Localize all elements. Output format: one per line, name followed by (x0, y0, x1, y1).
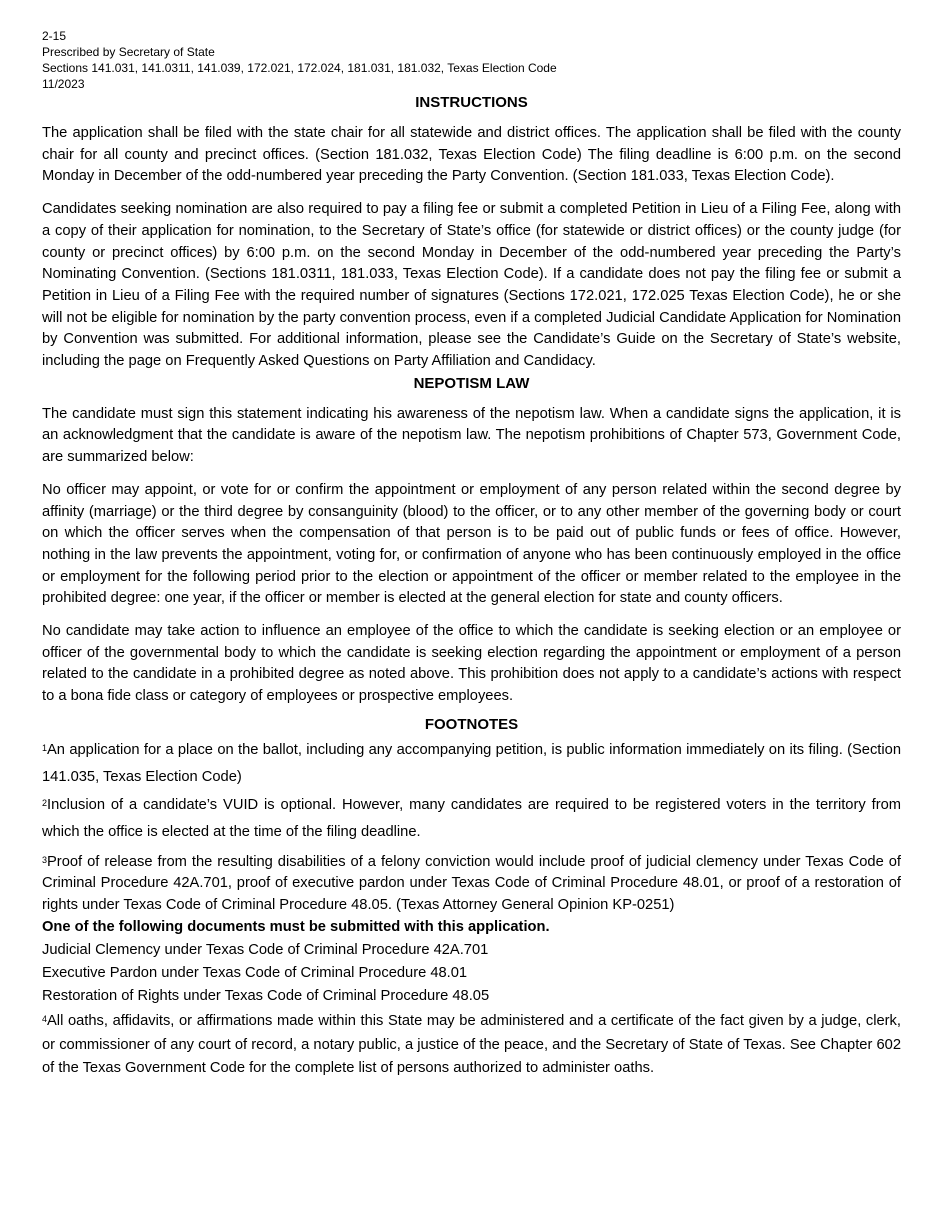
nepotism-paragraph-3: No candidate may take action to influence an employee of the office to which the candidate is seeking election or an employee or officer of the governmental body to which the candidate is seeking election regarding the appointment or employment of a person related to the candidate in a prohibited degree as noted above. This prohibition does not apply to a candidate’s actions with respect to a bona fide class or category of employees or prospective employees. (42, 623, 901, 705)
footnote-1-marker: 1 (42, 742, 48, 753)
form-number: 2-15 (42, 29, 67, 43)
documents-list (42, 939, 901, 1008)
document-item-restoration-of-rights: Restoration of Rights under Texas Code of Criminal Procedure 48.05 (42, 988, 490, 1005)
form-header (42, 28, 901, 92)
nepotism-paragraph-1: The candidate must sign this statement indicating his awareness of the nepotism law. When a candidate signs the application, it is an acknowledgment that the candidate is aware of the nepotism law. The nepotism prohibitions of Chapter 573, Government Code, are summarized below: (42, 405, 901, 466)
nepotism-paragraph-2: No officer may appoint, or vote for or confirm the appointment or employment of any person related within the second degree by affinity (marriage) or the third degree by consanguinity (blood) to the officer, or to any other member of the governing body or court on which the officer serves when the compensation of that person is to be paid out of public funds or fees of office. However, nothing in the law prevents the appointment, voting for, or confirmation of anyone who has been continuously employed in the office or employment for the following period prior to the election or appointment of the officer or member related to the employee in the prohibited degree: one year, if the officer or member is elected at the general election for state and county officers. (42, 481, 901, 607)
prescribed-by: Prescribed by Secretary of State (42, 45, 215, 59)
documents-heading: One of the following documents must be submitted with this application. (42, 919, 550, 936)
footnote-2-marker: 2 (42, 797, 48, 808)
footnote-4-text: All oaths, affidavits, or affirmations made within this State may be administered and a certificate of the fact given by a judge, clerk, or commissioner of any court of record, a notary public, a justice of the peace, and the Secretary of State of Texas. See Chapter 602 of the Texas Government Code for the complete list of persons authorized to administer oaths. (42, 1013, 901, 1077)
statute-sections: Sections 141.031, 141.0311, 141.039, 172.021, 172.024, 181.031, 181.032, Texas Election Code (42, 61, 557, 75)
footnote-1-text: An application for a place on the ballot, including any accompanying petition, is public information immediately on its filing. (Section 141.035, Texas Election Code) (42, 741, 901, 786)
footnotes-heading: FOOTNOTES (424, 715, 519, 733)
footnote-2 (42, 792, 901, 847)
footnote-2-text: Inclusion of a candidate’s VUID is optional. However, many candidates are required to be registered voters in the territory from which the office is elected at the time of the filing deadline. (42, 796, 901, 841)
document-page (42, 28, 901, 1081)
nepotism-heading: NEPOTISM LAW (413, 374, 530, 392)
instructions-paragraph-2: Candidates seeking nomination are also required to pay a filing fee or submit a completed Petition in Lieu of a Filing Fee, along with a copy of their application for nomination, to the Secretary of State’s office (for statewide or district offices) or the county judge (for county or precinct offices) by 6:00 p.m. on the second Monday in December of the odd-numbered year preceding the Party’s Nominating Convention. (Sections 181.0311, 181.033, Texas Election Code). If a candidate does not pay the filing fee or submit a Petition in Lieu of a Filing Fee with the required number of signatures (Sections 172.021, 172.025 Texas Election Code), he or she will not be eligible for nomination by the party convention process, even if a completed Judicial Candidate Application for Nomination by Convention was submitted. For additional information, please see the Candidate’s Guide on the Secretary of State’s website, including the page on Frequently Asked Questions on Party Affiliation and Candidacy. (42, 201, 901, 370)
footnote-4-marker: 4 (42, 1014, 48, 1025)
instructions-heading: INSTRUCTIONS (415, 94, 528, 111)
footnote-1 (42, 737, 901, 792)
footnote-3-text: Proof of release from the resulting disabilities of a felony conviction would include proof of judicial clemency under Texas Code of Criminal Procedure 42A.701, proof of executive pardon under Texas Code of Criminal Procedure 48.01, or proof of a restoration of rights under Texas Code of Criminal Procedure 48.05. (Texas Attorney General Opinion KP-0251) (42, 853, 901, 913)
form-date: 11/2023 (42, 77, 85, 91)
document-item-executive-pardon: Executive Pardon under Texas Code of Criminal Procedure 48.01 (42, 965, 468, 982)
footnote-3 (42, 852, 901, 917)
instructions-paragraph-1: The application shall be filed with the state chair for all statewide and district offices. The application shall be filed with the county chair for all county and precinct offices. (Section 181.032, Texas Election Code) The filing deadline is 6:00 p.m. on the second Monday in December of the odd-numbered year preceding the Party Convention. (Section 181.033, Texas Election Code). (42, 125, 901, 185)
footnote-4 (42, 1010, 901, 1081)
footnote-3-marker: 3 (42, 854, 48, 865)
document-item-judicial-clemency: Judicial Clemency under Texas Code of Criminal Procedure 42A.701 (42, 942, 489, 959)
